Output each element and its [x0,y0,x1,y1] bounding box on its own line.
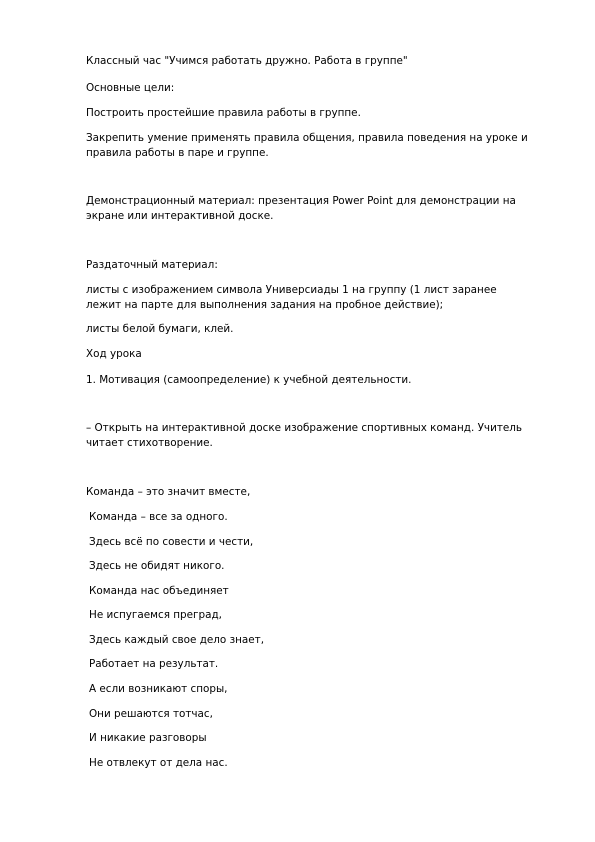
demo-material-line-2: экране или интерактивной доске. [86,210,274,222]
handout-heading: Раздаточный материал: [86,259,218,271]
poem-line: Работает на результат. [89,658,219,670]
goal-2-line-1: Закрепить умение применять правила общения, правила поведения на уроке и [86,132,528,144]
poem-line: Команда – это значит вместе, [86,486,251,498]
poem-line: Не отвлекут от дела нас. [89,757,228,769]
instruction-line-2: читает стихотворение. [86,437,213,449]
document-title: Классный час "Учимся работать дружно. Работа в группе" [86,55,408,67]
poem-line: Команда – все за одного. [89,511,228,523]
handout-item-1-line-1: листы с изображением символа Универсиады 1 на группу (1 лист заранее [86,284,497,296]
poem-line: И никакие разговоры [89,732,207,744]
goal-1: Построить простейшие правила работы в группе. [86,107,361,119]
poem-line: Здесь всё по совести и чести, [89,536,254,548]
handout-item-1-line-2: лежит на парте для выполнения задания на пробное действие); [86,299,444,311]
poem-line: Здесь не обидят никого. [89,560,225,572]
step-1: 1. Мотивация (самоопределение) к учебной деятельности. [86,374,412,386]
poem-line: Не испугаемся преград, [89,609,222,621]
poem-line: Здесь каждый свое дело знает, [89,634,265,646]
lesson-heading: Ход урока [86,348,142,360]
goal-2-line-2: правила работы в паре и группе. [86,147,269,159]
handout-item-2: листы белой бумаги, клей. [86,323,234,335]
poem-line: Они решаются тотчас, [89,708,213,720]
goals-heading: Основные цели: [86,82,175,94]
poem-line: А если возникают споры, [89,683,228,695]
instruction-line-1: – Открыть на интерактивной доске изображение спортивных команд. Учитель [86,422,523,434]
poem-line: Команда нас объединяет [89,585,229,597]
demo-material-line-1: Демонстрационный материал: презентация Power Point для демонстрации на [86,195,516,207]
